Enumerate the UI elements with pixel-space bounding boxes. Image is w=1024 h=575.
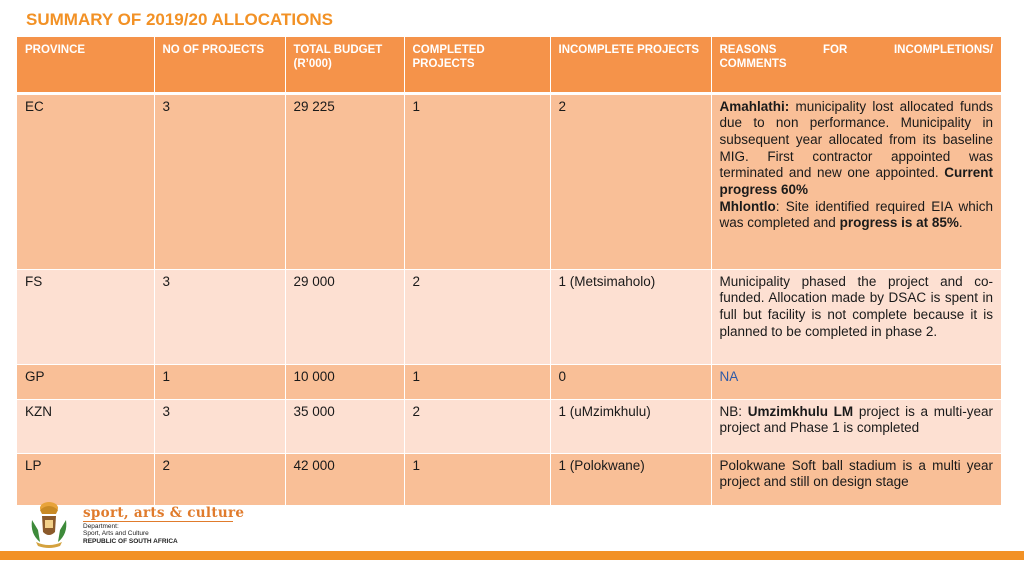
- cell-completed: 2: [404, 269, 550, 364]
- header-no-projects: NO OF PROJECTS: [154, 37, 285, 93]
- cell-budget: 29 225: [285, 93, 404, 269]
- country-name: REPUBLIC OF SOUTH AFRICA: [83, 537, 178, 545]
- table-row: [17, 453, 1001, 505]
- cell-province: LP: [17, 453, 154, 505]
- cell-reason: [711, 93, 1001, 269]
- brand-wordmark: sport, arts & culture: [83, 505, 245, 521]
- footer-accent-bar: [0, 551, 1024, 560]
- table-header-row: [17, 37, 1001, 93]
- cell-projects: 3: [154, 269, 285, 364]
- cell-completed: 1: [404, 453, 550, 505]
- table-row: [17, 364, 1001, 399]
- cell-completed: 1: [404, 93, 550, 269]
- cell-incomplete: 1 (Metsimaholo): [550, 269, 711, 364]
- cell-reason: NA: [711, 364, 1001, 399]
- header-reasons-word2: FOR: [823, 44, 848, 56]
- header-incomplete: INCOMPLETE PROJECTS: [550, 37, 711, 93]
- header-reasons-word1: REASONS: [719, 44, 777, 56]
- cell-completed: 2: [404, 399, 550, 453]
- cell-budget: 10 000: [285, 364, 404, 399]
- page-title: SUMMARY OF 2019/20 ALLOCATIONS: [26, 10, 333, 29]
- reason-text: project is a multi-year project and Phase 1 is completed: [719, 403, 993, 436]
- reason-emphasis: Amahlathi:: [719, 98, 790, 114]
- cell-projects: 3: [154, 399, 285, 453]
- brand-divider: [83, 521, 233, 522]
- reason-text: NB:: [719, 403, 748, 419]
- header-reasons: [711, 37, 1001, 93]
- header-province: PROVINCE: [17, 37, 154, 93]
- cell-incomplete: 0: [550, 364, 711, 399]
- cell-reason: Polokwane Soft ball stadium is a multi year project and still on design stage: [711, 453, 1001, 505]
- cell-province: KZN: [17, 399, 154, 453]
- cell-incomplete: 1 (Polokwane): [550, 453, 711, 505]
- table-row: [17, 399, 1001, 453]
- coat-of-arms-logo: [26, 500, 72, 548]
- department-label: Department:: [83, 523, 119, 530]
- reason-text: municipality lost allocated funds due to non performance. Municipality in subsequent year allocated from its baseline MIG. First contractor appointed was terminated and new one appointed.: [719, 98, 993, 181]
- table-row: [17, 269, 1001, 364]
- cell-incomplete: 2: [550, 93, 711, 269]
- reason-emphasis: Current progress 60%: [719, 165, 993, 198]
- department-text: [83, 523, 178, 545]
- reason-text: : Site identified required EIA which was completed and: [719, 198, 993, 231]
- department-name: Sport, Arts and Culture: [83, 530, 149, 538]
- reason-text: .: [958, 215, 963, 231]
- cell-completed: 1: [404, 364, 550, 399]
- reason-emphasis: Umzimkhulu LM: [747, 403, 854, 419]
- cell-budget: 35 000: [285, 399, 404, 453]
- cell-reason: [711, 399, 1001, 453]
- cell-projects: 3: [154, 93, 285, 269]
- reason-emphasis: Mhlontlo: [719, 198, 776, 214]
- cell-province: GP: [17, 364, 154, 399]
- allocations-table: [17, 37, 1001, 506]
- cell-province: FS: [17, 269, 154, 364]
- cell-projects: 1: [154, 364, 285, 399]
- table-row: [17, 93, 1001, 269]
- reason-emphasis: progress is at 85%: [839, 215, 959, 231]
- cell-budget: 29 000: [285, 269, 404, 364]
- cell-budget: 42 000: [285, 453, 404, 505]
- header-reasons-word3: INCOMPLETIONS/: [893, 44, 993, 56]
- cell-projects: 2: [154, 453, 285, 505]
- header-total-budget: TOTAL BUDGET (R’000): [285, 37, 404, 93]
- cell-province: EC: [17, 93, 154, 269]
- header-reasons-line2: COMMENTS: [719, 58, 787, 70]
- cell-reason: Municipality phased the project and co-funded. Allocation made by DSAC is spent in full but facility is not complete because it is planned to be completed in phase 2.: [711, 269, 1001, 364]
- header-completed: COMPLETED PROJECTS: [404, 37, 550, 93]
- cell-incomplete: 1 (uMzimkhulu): [550, 399, 711, 453]
